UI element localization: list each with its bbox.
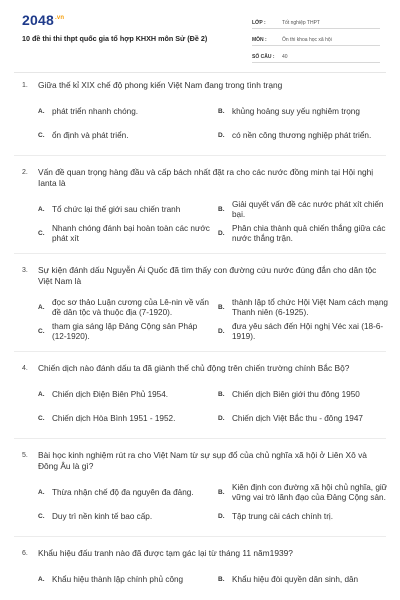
question-item bbox=[0, 167, 400, 246]
option-text: Chiến dịch Điện Biên Phủ 1954. bbox=[52, 389, 169, 399]
question-number: 2. bbox=[22, 169, 28, 176]
option-text: tham gia sáng lập Đảng Cộng sản Pháp (12-1920). bbox=[52, 321, 198, 341]
option-text: phát triển nhanh chóng. bbox=[52, 106, 139, 116]
option-text: Kiên định con đường xã hội chủ nghĩa, giữ vững vai trò lãnh đạo của Đảng Cộng sản. bbox=[232, 482, 388, 502]
option-text: Tập trung cải cách chính trị. bbox=[232, 511, 334, 521]
question-text bbox=[0, 265, 400, 287]
option-text: Khẩu hiệu đòi quyền dân sinh, dân bbox=[232, 574, 359, 584]
answer-option[interactable] bbox=[218, 505, 392, 529]
option-letter: C. bbox=[38, 414, 45, 422]
answer-option[interactable] bbox=[38, 568, 212, 592]
question-item bbox=[0, 265, 400, 344]
question-prompt: Giữa thế kỉ XIX chế độ phong kiến Việt Nam đang trong tình trạng bbox=[38, 80, 283, 90]
option-text: Tổ chức lại thế giới sau chiến tranh bbox=[52, 204, 181, 214]
option-text: Chiến dịch Biên giới thu đông 1950 bbox=[232, 389, 360, 399]
logo-text: 2048 bbox=[22, 12, 54, 28]
question-text bbox=[0, 363, 400, 374]
question-number: 5. bbox=[22, 452, 28, 459]
question-list bbox=[0, 80, 400, 592]
option-text: đọc sơ thảo Luận cương của Lê-nin về vấn đề dân tộc và thuộc địa (7-1920). bbox=[52, 297, 209, 317]
option-letter: C. bbox=[38, 327, 45, 335]
question-text bbox=[0, 167, 400, 189]
meta-row bbox=[252, 31, 380, 46]
question-text bbox=[0, 450, 400, 472]
answer-option[interactable] bbox=[218, 481, 392, 505]
meta-value: Ôn thi khoa học xã hội bbox=[282, 37, 332, 43]
answer-options bbox=[38, 198, 400, 246]
question-prompt: Khẩu hiệu đấu tranh nào đã được tạm gác lại từ tháng 11 năm1939? bbox=[38, 548, 293, 558]
question-divider bbox=[14, 438, 386, 439]
answer-option[interactable] bbox=[38, 198, 212, 222]
question-number: 3. bbox=[22, 267, 28, 274]
meta-row bbox=[252, 48, 380, 63]
option-letter: C. bbox=[38, 131, 45, 139]
answer-option[interactable] bbox=[38, 407, 212, 431]
option-letter: B. bbox=[218, 205, 225, 213]
question-item bbox=[0, 548, 400, 592]
option-text: Phân chia thành quả chiến thắng giữa các nước thắng trận. bbox=[232, 223, 386, 243]
meta-label: MÔN : bbox=[252, 37, 267, 43]
option-text: khủng hoảng suy yếu nghiêm trọng bbox=[232, 106, 360, 116]
option-text: Khẩu hiệu thành lập chính phủ công bbox=[52, 574, 184, 584]
question-item bbox=[0, 450, 400, 529]
worksheet-header bbox=[0, 0, 400, 62]
answer-option[interactable] bbox=[38, 124, 212, 148]
answer-option[interactable] bbox=[38, 320, 212, 344]
question-number: 4. bbox=[22, 365, 28, 372]
question-text bbox=[0, 548, 400, 559]
answer-options bbox=[38, 481, 400, 529]
option-text: Chiến dịch Hòa Bình 1951 - 1952. bbox=[52, 413, 176, 423]
meta-row bbox=[252, 14, 380, 29]
option-letter: A. bbox=[38, 303, 45, 311]
answer-option[interactable] bbox=[218, 568, 392, 592]
option-letter: A. bbox=[38, 205, 45, 213]
option-text: Nhanh chóng đánh bại hoàn toàn các nước phát xít bbox=[52, 223, 210, 243]
exam-meta bbox=[252, 14, 380, 65]
option-text: có nền công thương nghiệp phát triển. bbox=[232, 130, 372, 140]
option-letter: D. bbox=[218, 229, 225, 237]
meta-value: Tốt nghiệp THPT bbox=[282, 20, 320, 26]
option-letter: B. bbox=[218, 107, 225, 115]
answer-option[interactable] bbox=[218, 222, 392, 246]
meta-label: LỚP : bbox=[252, 20, 266, 26]
answer-option[interactable] bbox=[218, 100, 392, 124]
meta-value: 40 bbox=[282, 54, 288, 60]
meta-label: SỐ CÂU : bbox=[252, 54, 275, 60]
answer-options bbox=[38, 296, 400, 344]
option-text: thành lập tổ chức Hội Việt Nam cách mạng Thanh niên (6-1925). bbox=[232, 297, 388, 317]
exam-title: 10 đề thi thi thpt quốc gia tổ hợp KHXH môn Sử (Đề 2) bbox=[22, 34, 208, 43]
question-prompt: Sự kiện đánh dấu Nguyễn Ái Quốc đã tìm thấy con đường cứu nước đúng đắn cho dân tộc Việt Nam là bbox=[38, 265, 377, 286]
answer-option[interactable] bbox=[218, 320, 392, 344]
logo-domain: .vn bbox=[54, 15, 65, 21]
option-text: đưa yêu sách đến Hội nghị Véc xai (18-6-1919). bbox=[232, 321, 384, 341]
answer-options bbox=[38, 383, 400, 431]
option-letter: D. bbox=[218, 512, 225, 520]
option-letter: D. bbox=[218, 131, 225, 139]
option-letter: C. bbox=[38, 229, 45, 237]
answer-option[interactable] bbox=[218, 383, 392, 407]
option-letter: A. bbox=[38, 390, 45, 398]
answer-option[interactable] bbox=[38, 383, 212, 407]
question-divider bbox=[14, 351, 386, 352]
answer-option[interactable] bbox=[38, 505, 212, 529]
question-item bbox=[0, 363, 400, 431]
option-letter: C. bbox=[38, 512, 45, 520]
answer-option[interactable] bbox=[38, 296, 212, 320]
answer-option[interactable] bbox=[218, 407, 392, 431]
option-text: Duy trì nền kinh tế bao cấp. bbox=[52, 511, 153, 521]
option-letter: D. bbox=[218, 327, 225, 335]
question-prompt: Chiến dịch nào đánh dấu ta đã giành thế chủ động trên chiến trường chính Bắc Bộ? bbox=[38, 363, 350, 373]
answer-option[interactable] bbox=[218, 198, 392, 222]
question-number: 6. bbox=[22, 550, 28, 557]
option-letter: A. bbox=[38, 107, 45, 115]
option-letter: B. bbox=[218, 390, 225, 398]
question-text bbox=[0, 80, 400, 91]
option-letter: B. bbox=[218, 303, 225, 311]
answer-option[interactable] bbox=[38, 222, 212, 246]
answer-options bbox=[38, 568, 400, 592]
option-letter: B. bbox=[218, 488, 225, 496]
header-divider bbox=[14, 72, 386, 73]
site-logo[interactable] bbox=[22, 12, 64, 28]
option-letter: D. bbox=[218, 414, 225, 422]
question-divider bbox=[14, 253, 386, 254]
answer-option[interactable] bbox=[218, 124, 392, 148]
answer-option[interactable] bbox=[218, 296, 392, 320]
question-number: 1. bbox=[22, 82, 28, 89]
option-letter: A. bbox=[38, 575, 45, 583]
question-item bbox=[0, 80, 400, 148]
question-divider bbox=[14, 155, 386, 156]
option-text: Giải quyết vấn đề các nước phát xít chiến bại. bbox=[232, 199, 384, 219]
answer-option[interactable] bbox=[38, 481, 212, 505]
question-prompt: Vấn đề quan trọng hàng đầu và cấp bách nhất đặt ra cho các nước đồng minh tại Hội nghị Ianta là bbox=[38, 167, 374, 188]
answer-options bbox=[38, 100, 400, 148]
option-text: ổn định và phát triển. bbox=[52, 130, 129, 140]
question-prompt: Bài học kinh nghiệm rút ra cho Việt Nam từ sự sụp đổ của chủ nghĩa xã hội ở Liên Xô và Đông Âu là gì? bbox=[38, 450, 367, 471]
option-letter: A. bbox=[38, 488, 45, 496]
option-text: Thừa nhận chế độ đa nguyên đa đảng. bbox=[52, 487, 194, 497]
question-divider bbox=[14, 536, 386, 537]
option-letter: B. bbox=[218, 575, 225, 583]
answer-option[interactable] bbox=[38, 100, 212, 124]
option-text: Chiến dịch Việt Bắc thu - đông 1947 bbox=[232, 413, 363, 423]
